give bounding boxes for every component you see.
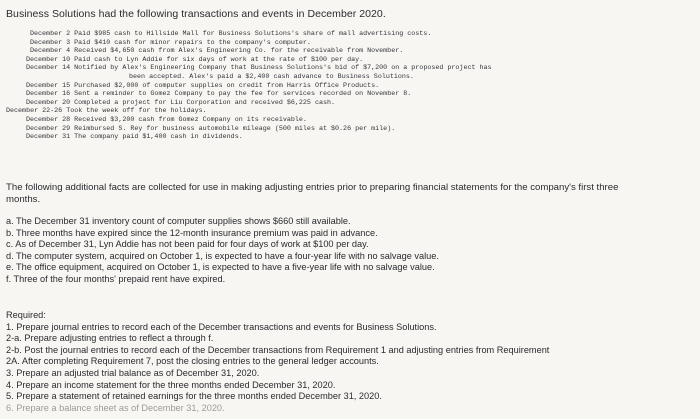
fact-item: d. The computer system, acquired on October 1, is expected to have a four-year life with no salvage value. <box>6 250 439 261</box>
transaction-row <box>6 56 696 65</box>
transaction-text: Received $4,650 cash from Alex's Engineering Co. for the receivable from November. <box>74 47 404 56</box>
facts-intro: The following additional facts are collected for use in making adjusting entries prior to preparing financial statements for the company's first three months. <box>6 182 619 205</box>
transaction-date: December 22-26 <box>6 107 63 116</box>
fact-item: e. The office equipment, acquired on October 1, is expected to have a five-year life with no salvage value. <box>6 262 435 273</box>
transaction-row <box>6 116 696 125</box>
fact-item: f. Three of the four months' prepaid rent have expired. <box>6 273 226 284</box>
transaction-date: December 15 <box>26 81 71 90</box>
transaction-text: Received $3,200 cash from Gomez Company on its receivable. <box>74 115 307 124</box>
transaction-date: December 31 <box>26 133 71 142</box>
intro-text: Business Solutions had the following transactions and events in December 2020. <box>6 8 386 20</box>
transactions-list <box>6 30 696 142</box>
transaction-text: Paid $985 cash to Hillside Mall for Business Solutions's share of mall advertising costs. <box>74 30 432 38</box>
transaction-row <box>6 125 696 134</box>
transaction-date: December 4 <box>30 47 71 56</box>
transaction-text: Paid $410 cash for minor repairs to the company's computer. <box>74 38 311 47</box>
transaction-text: Completed a project for Liu Corporation and received $6,225 cash. <box>74 98 336 107</box>
transaction-row <box>6 99 696 108</box>
transaction-text: The company paid $1,400 cash in dividends. <box>74 133 243 142</box>
required-heading: Required: <box>6 310 46 320</box>
required-item: 4. Prepare an income statement for the three months ended December 31, 2020. <box>6 379 336 390</box>
required-item: 5. Prepare a statement of retained earnings for the three months ended December 31, 2020. <box>6 391 382 402</box>
transaction-row <box>6 64 696 73</box>
fact-item: b. Three months have expired since the 12-month insurance premium was paid in advance. <box>6 227 378 238</box>
transaction-text: Took the week off for the holidays. <box>66 107 207 116</box>
required-item: 2-a. Prepare adjusting entries to reflect a through f. <box>6 333 214 344</box>
transaction-text: been accepted. Alex's paid a $2,400 cash advance to Business Solutions. <box>129 72 414 81</box>
required-section <box>6 310 700 414</box>
transaction-date: December 20 <box>26 98 71 107</box>
required-item: 3. Prepare an adjusted trial balance as of December 31, 2020. <box>6 367 260 378</box>
fact-item: a. The December 31 inventory count of computer supplies shows $660 still available. <box>6 216 351 226</box>
transaction-row <box>6 133 696 142</box>
fact-item: c. As of December 31, Lyn Addie has not been paid for four days of work at $100 per day. <box>6 239 369 250</box>
transaction-date: December 3 <box>30 38 71 47</box>
transaction-date: December 14 <box>26 64 71 73</box>
transaction-text: Reimbursed S. Rey for business automobile mileage (500 miles at $0.26 per mile). <box>74 124 396 133</box>
transaction-text: Paid cash to Lyn Addie for six days of work at the rate of $100 per day. <box>74 55 364 64</box>
transaction-row <box>6 107 696 116</box>
transaction-date: December 28 <box>26 115 71 124</box>
transaction-text: Sent a reminder to Gomez Company to pay the fee for services recorded on November 8. <box>74 90 412 99</box>
transaction-date: December 10 <box>26 55 71 64</box>
transaction-date: December 16 <box>26 90 71 99</box>
transaction-text: Purchased $2,000 of computer supplies on credit from Harris Office Products. <box>74 81 380 90</box>
required-item: 2-b. Post the journal entries to record each of the December transactions from Requirement 1 and adjusting entries from Requirement <box>6 344 550 355</box>
required-item: 2A. After completing Requirement 7, post the closing entries to the general ledger accounts. <box>6 356 379 367</box>
transaction-row <box>6 39 696 48</box>
facts-list <box>6 216 439 286</box>
required-item: 6. Prepare a balance sheet as of December 31, 2020. <box>6 402 225 413</box>
transaction-date: December 2 <box>30 30 71 38</box>
transaction-row <box>6 47 696 56</box>
transaction-row <box>6 73 696 82</box>
required-item: 1. Prepare journal entries to record each of the December transactions and events for Business Solutions. <box>6 321 437 332</box>
transaction-row <box>6 90 696 99</box>
transaction-date: December 29 <box>26 124 71 133</box>
transaction-text: Notified by Alex's Engineering Company that Business Solutions's bid of $7,200 on a proposed project has <box>74 64 492 73</box>
transaction-row <box>6 30 696 39</box>
transaction-row <box>6 82 696 91</box>
